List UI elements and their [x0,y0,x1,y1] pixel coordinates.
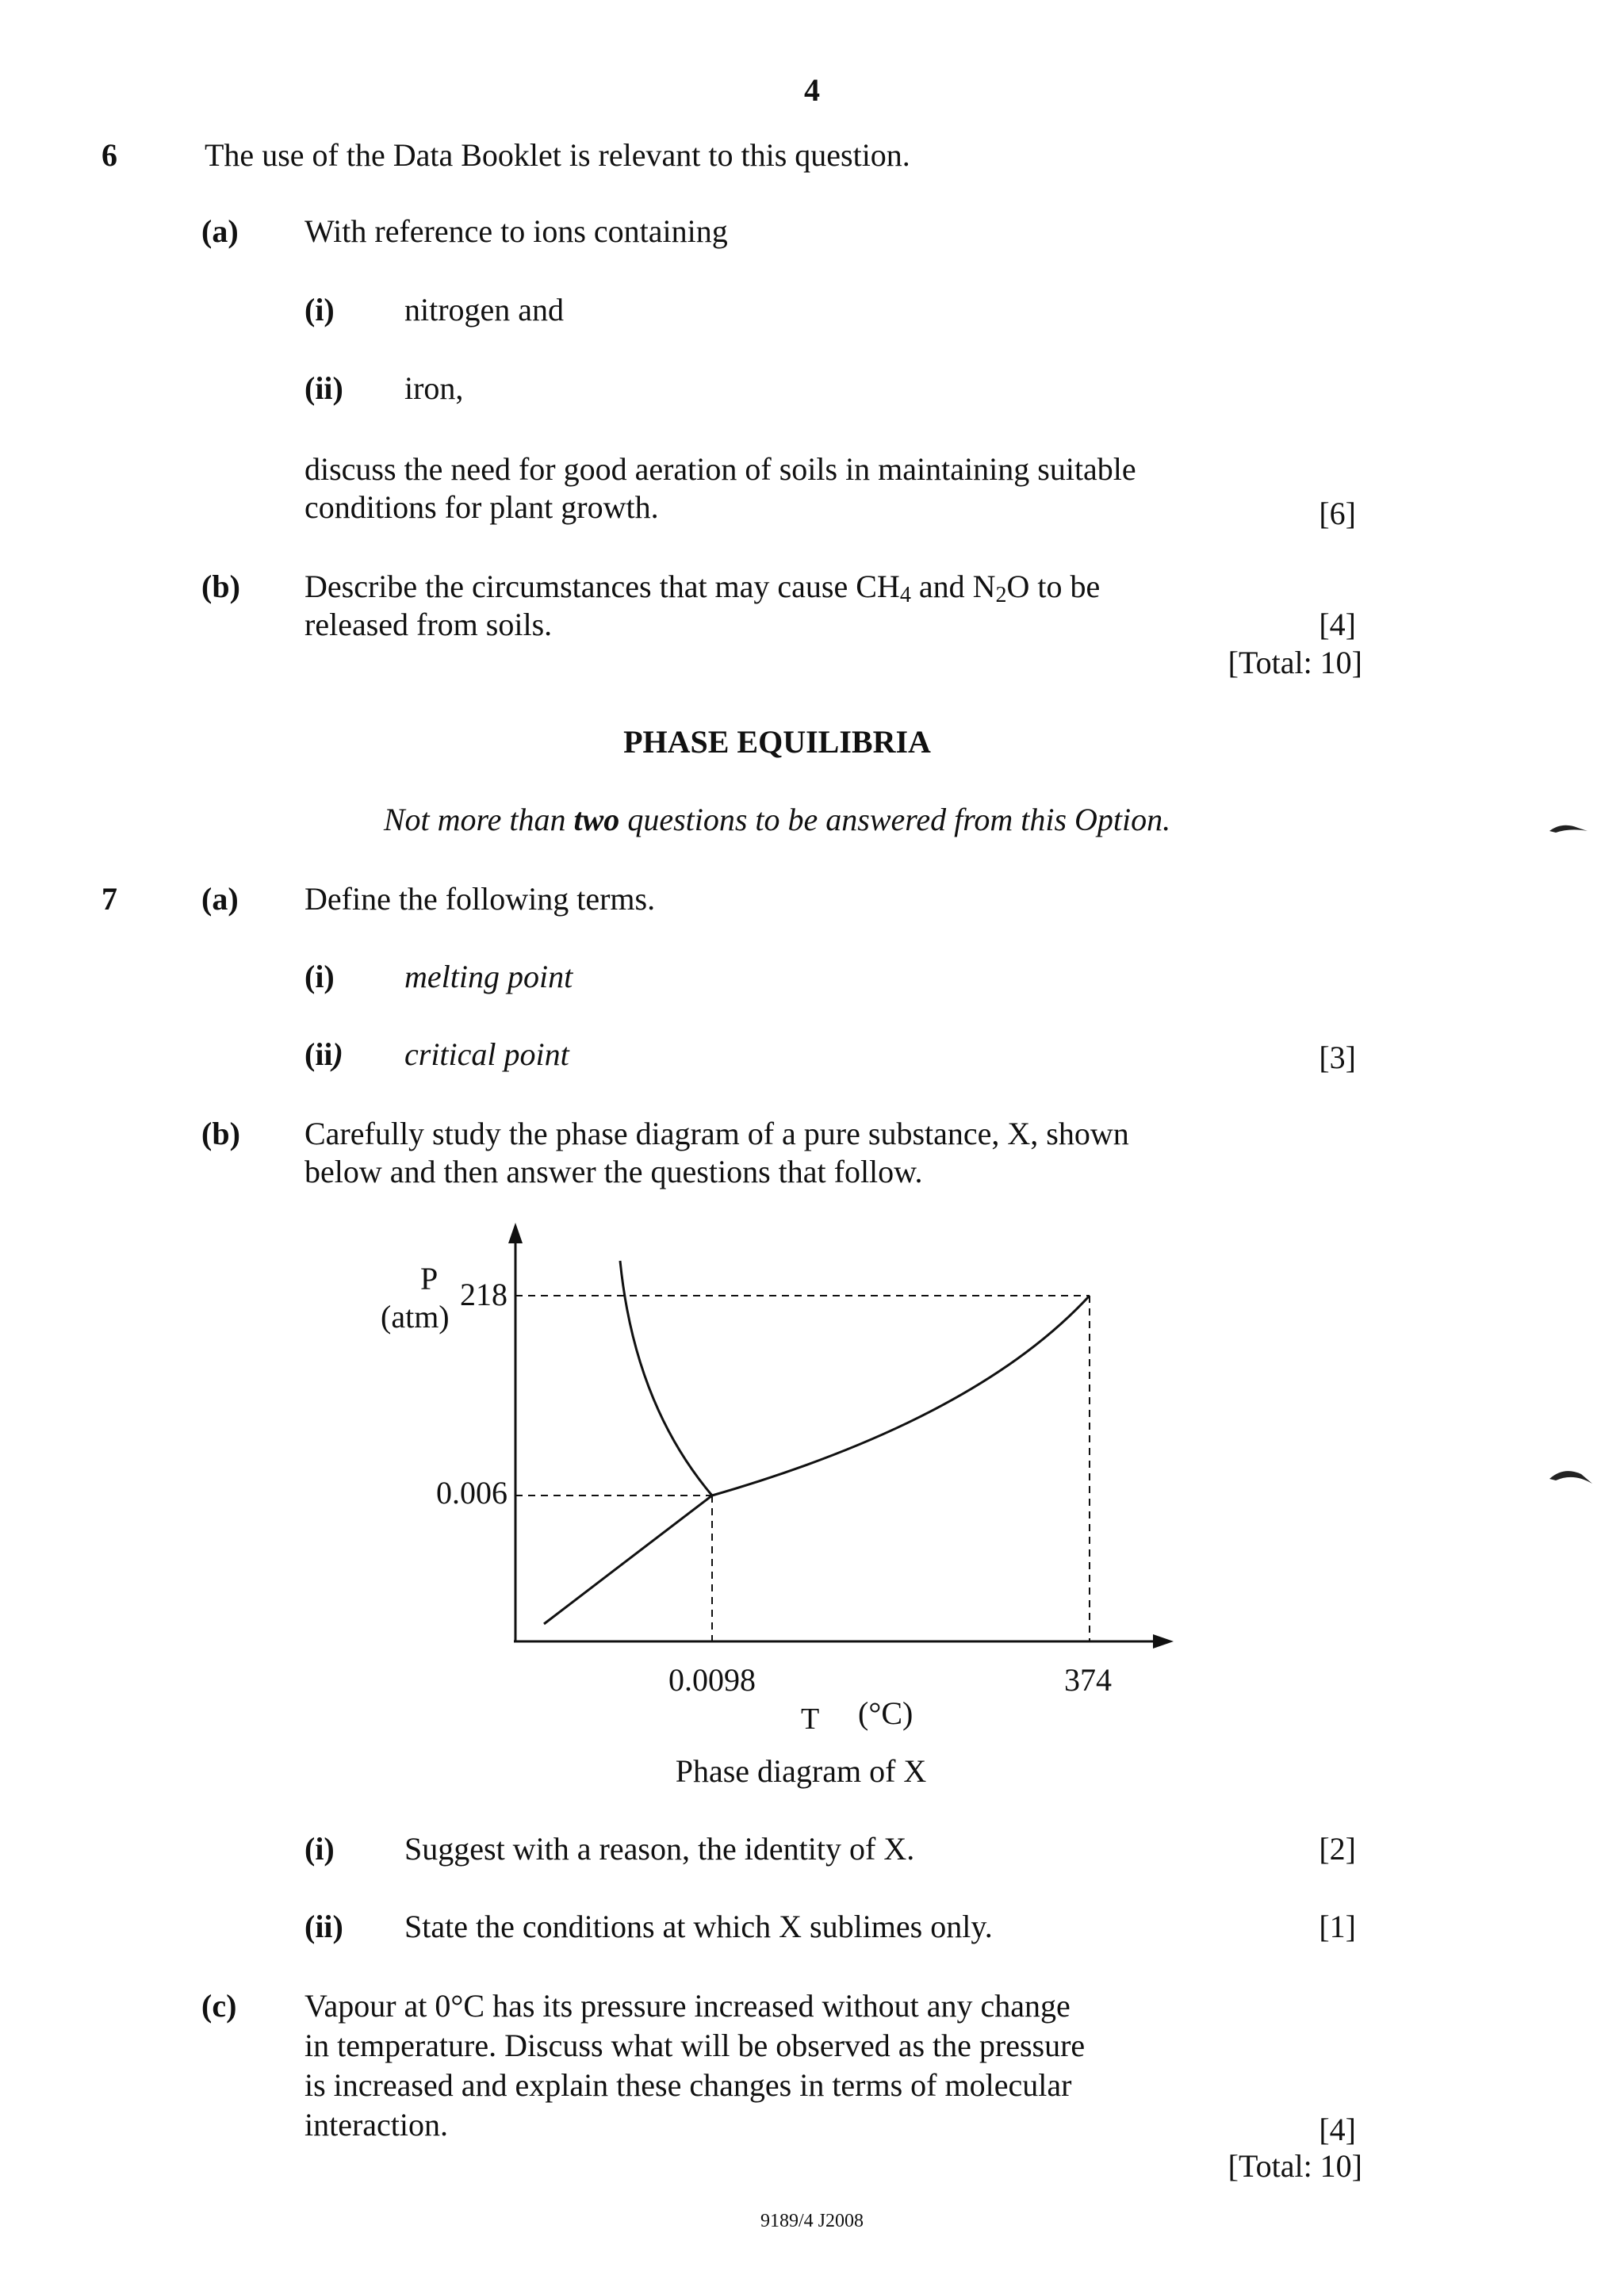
section-note: Not more than two questions to be answered from this Option. [383,802,1171,837]
q6a-ii-text: iron, [404,370,464,406]
x-axis-arrowhead [1153,1634,1174,1649]
q7b-i-marks: [2] [1319,1831,1356,1867]
q7a-ii-text: critical point [404,1036,569,1072]
question-6-number: 6 [102,137,117,173]
q6a-text: With reference to ions containing [304,213,728,249]
q7c-line4: interaction. [304,2107,449,2143]
q7b-i-label: (i) [304,1831,335,1867]
y-tick-label-critical: 218 [460,1277,508,1312]
q7b-ii-marks: [1] [1319,1909,1356,1944]
q7a-marks: [3] [1319,1040,1356,1075]
q6b-label: (b) [201,569,240,604]
q7a-label: (a) [201,881,239,917]
y-axis-label-unit: (atm) [381,1299,450,1335]
q7b-ii-label: (ii) [304,1909,343,1944]
q6a-i-text: nitrogen and [404,292,565,327]
section-title: PHASE EQUILIBRIA [623,724,931,760]
q6-total: [Total: 10] [1228,645,1362,680]
q7c-marks: [4] [1319,2112,1356,2147]
q7a-ii-label: (ii) [304,1036,343,1072]
y-tick-label-triple: 0.006 [436,1475,508,1511]
x-axis-label-unit: (°C) [858,1695,914,1731]
y-axis-arrowhead [508,1223,523,1243]
q7-total: [Total: 10] [1228,2148,1362,2184]
x-tick-label-triple: 0.0098 [668,1662,756,1698]
scan-mark [1546,1463,1597,1492]
q6a-i-label: (i) [304,292,335,327]
x-tick-label-critical: 374 [1064,1662,1112,1698]
sublimation-curve [544,1496,712,1624]
q6b-line2: released from soils. [304,607,553,642]
q7c-label: (c) [201,1988,237,2024]
y-axis-label-p: P [420,1261,439,1296]
q7b-line1: Carefully study the phase diagram of a pure substance, X, shown [304,1116,1129,1151]
question-7-number: 7 [102,881,117,917]
q6a-cont-line2: conditions for plant growth. [304,489,659,525]
q6a-ii-label: (ii) [304,370,343,406]
q6a-cont-line1: discuss the need for good aeration of soils in maintaining suitable [304,451,1136,487]
q6b-line1: Describe the circumstances that may cause $CH_4$ and $N_2O$ to be [304,569,1101,607]
question-6-intro: The use of the Data Booklet is relevant to this question. [205,137,910,173]
q7b-label: (b) [201,1116,240,1151]
q6a-label: (a) [201,213,239,249]
phase-diagram [373,1221,1213,1736]
q7a-i-text: melting point [404,959,573,994]
q7a-text: Define the following terms. [304,881,656,917]
q6a-marks: [6] [1319,496,1356,531]
vaporisation-curve [712,1296,1090,1496]
scan-mark [1546,817,1594,841]
q6b-marks: [4] [1319,607,1356,642]
q7b-ii-text: State the conditions at which X sublimes only. [404,1909,993,1944]
x-axis-label-t: T [801,1702,820,1736]
q7c-line1: Vapour at 0°C has its pressure increased without any change [304,1988,1071,2024]
q7b-line2: below and then answer the questions that follow. [304,1154,923,1189]
q7c-line3: is increased and explain these changes in terms of molecular [304,2067,1072,2103]
diagram-caption: Phase diagram of X [675,1753,927,1789]
footer-code: 9189/4 J2008 [760,2211,864,2231]
q7b-i-text: Suggest with a reason, the identity of X. [404,1831,915,1867]
q7a-i-label: (i) [304,959,335,994]
page-number: 4 [804,72,820,108]
q7c-line2: in temperature. Discuss what will be observed as the pressure [304,2028,1086,2063]
